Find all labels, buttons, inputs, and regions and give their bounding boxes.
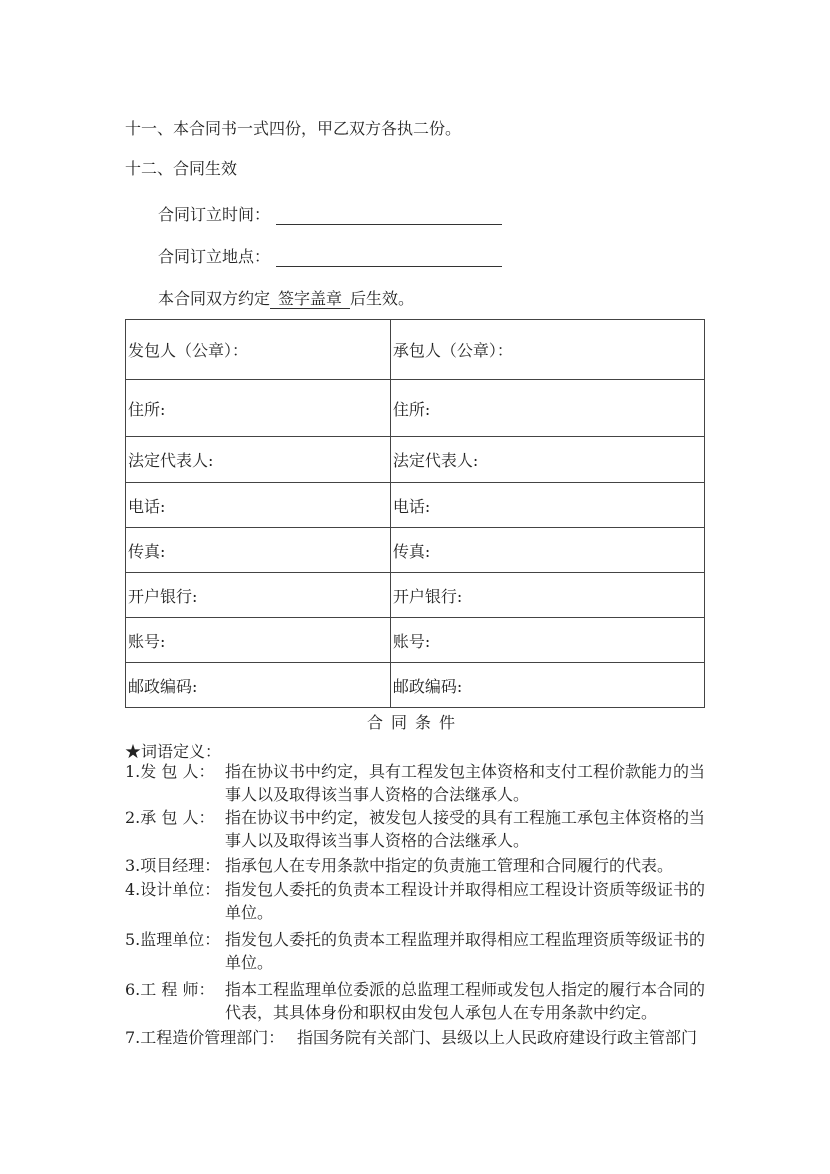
contractor-cell: 住所:	[390, 380, 704, 437]
section-title: 合同条件	[366, 713, 463, 732]
employer-cell: 账号:	[126, 618, 391, 663]
definition-term: 4.设计单位：	[125, 880, 221, 899]
employer-cell: 传真:	[126, 528, 391, 573]
table-row	[126, 528, 705, 573]
party-info-table	[125, 319, 705, 708]
employer-cell: 开户银行:	[126, 573, 391, 618]
definition-item	[125, 878, 710, 924]
sign-place-row	[158, 244, 502, 267]
definition-text: 指在协议书中约定，具有工程发包主体资格和支付工程价款能力的当事人以及取得该当事人资格的合法继承人。	[225, 762, 706, 804]
contractor-cell: 承包人（公章）：	[390, 320, 704, 380]
definition-item	[125, 806, 710, 852]
definition-term: 5.监理单位：	[125, 930, 221, 949]
definition-item	[125, 928, 710, 974]
sign-place-blank	[276, 248, 502, 267]
definitions-heading: ★词语定义：	[125, 742, 222, 761]
definition-text: 指在协议书中约定，被发包人接受的具有工程施工承包主体资格的当事人以及取得该当事人资格的合法继承人。	[225, 808, 706, 850]
definition-item	[125, 978, 710, 1024]
table-row	[126, 320, 705, 380]
table-row	[126, 380, 705, 437]
definition-text: 指本工程监理单位委派的总监理工程师或发包人指定的履行本合同的代表，其具体身份和职权由发包人承包人在专用条款中约定。	[225, 980, 706, 1022]
definition-term: 3.项目经理：	[125, 856, 221, 875]
definition-term: 6.工 程 师：	[125, 980, 215, 999]
effect-row	[158, 286, 414, 309]
table-row	[126, 437, 705, 483]
definition-text: 指承包人在专用条款中指定的负责施工管理和合同履行的代表。	[225, 856, 674, 875]
definition-text: 指国务院有关部门、县级以上人民政府建设行政主管部门	[297, 1028, 698, 1047]
contractor-cell: 电话:	[390, 483, 704, 528]
table-row	[126, 618, 705, 663]
sign-time-row	[158, 202, 502, 225]
clause-12-heading: 十二、合同生效	[125, 159, 238, 178]
definition-term: 1.发 包 人：	[125, 762, 215, 781]
clause-11: 十一、本合同书一式四份，甲乙双方各执二份。	[125, 119, 462, 138]
table-row	[126, 663, 705, 708]
contractor-cell: 账号:	[390, 618, 704, 663]
sign-time-label: 合同订立时间：	[158, 205, 271, 224]
definition-text: 指发包人委托的负责本工程监理并取得相应工程监理资质等级证书的单位。	[225, 930, 706, 972]
contractor-cell: 开户银行:	[390, 573, 704, 618]
employer-cell: 法定代表人:	[126, 437, 391, 483]
contractor-cell: 邮政编码:	[390, 663, 704, 708]
effect-pre: 本合同双方约定	[158, 289, 271, 308]
table-row	[126, 573, 705, 618]
definition-item	[125, 760, 710, 806]
definition-term: 2.承 包 人：	[125, 808, 215, 827]
contractor-cell: 法定代表人:	[390, 437, 704, 483]
definition-text: 指发包人委托的负责本工程设计并取得相应工程设计资质等级证书的单位。	[225, 880, 706, 922]
definition-term: 7.工程造价管理部门：	[125, 1028, 285, 1047]
definition-item	[125, 854, 710, 877]
employer-cell: 发包人（公章）：	[126, 320, 391, 380]
effect-post: 后生效。	[350, 289, 415, 308]
effect-value: 签字盖章	[270, 289, 350, 309]
contractor-cell: 传真:	[390, 528, 704, 573]
employer-cell: 电话:	[126, 483, 391, 528]
table-row	[126, 483, 705, 528]
definition-item	[125, 1026, 710, 1049]
employer-cell: 住所:	[126, 380, 391, 437]
sign-time-blank	[276, 206, 502, 225]
sign-place-label: 合同订立地点：	[158, 247, 271, 266]
employer-cell: 邮政编码:	[126, 663, 391, 708]
